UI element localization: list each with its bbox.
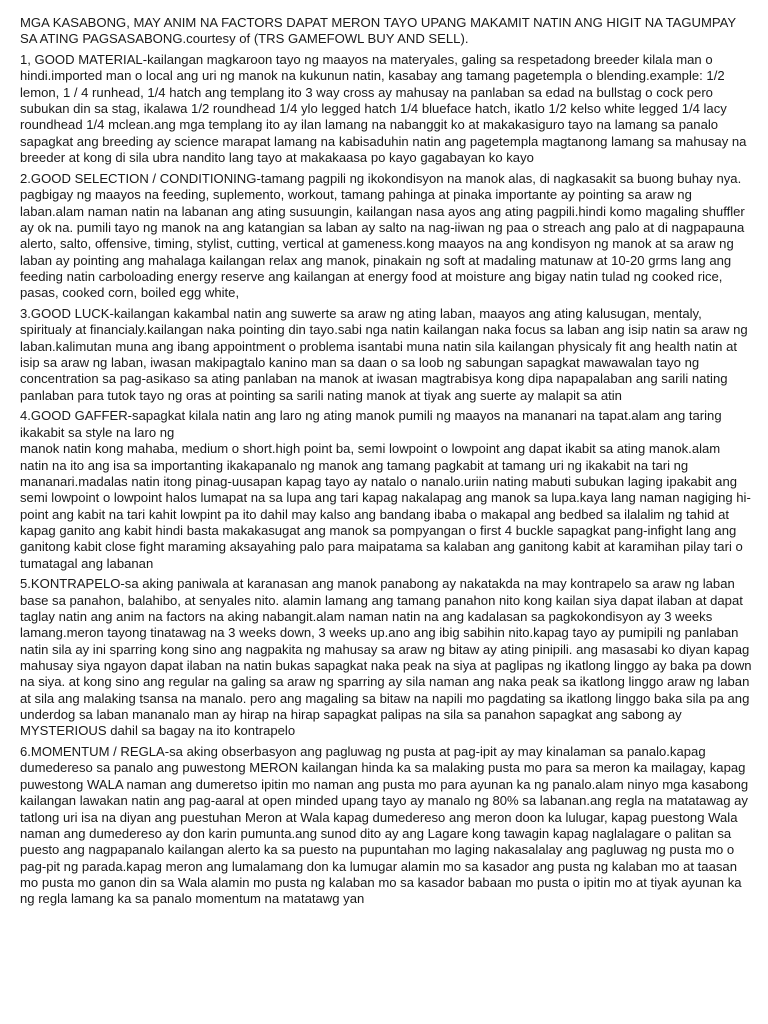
- paragraph-good-gaffer: 4.GOOD GAFFER-sapagkat kilala natin ang laro ng ating manok pumili ng maayos na mananari na tapat.alam ang taring ikakabit sa style na laro ng manok natin kong mahaba, medium o short.high point ba, semi lowpoint o lowpoint ang dapat ikabit sa ating manok.alam natin na ito ang isa sa importanting ikakapanalo ng manok ang tamang pagkabit at tamang uri ng ikakabit na tari ng mananari.madalas natin itong pinag-uusapan kapag tayo ay natalo o nanalo.uriin nating mabuti subukan laging ipakabit ang semi lowpoint o lowpoint halos lumapat na sa lupa ang tari kapag nakalapag ang manok sa lupa.kaya lang naman nagiging hi-point ang kabit na tari kahit lowpint pa ito dahil may kalso ang bandang ibaba o makapal ang bedbed sa ilalalim ng tahid at kapag ganito ang kabit hindi basta makakasugat ang manok sa pompyangan o first 4 buckle sapagkat pang-infight lang ang ganitong kabit close fight maraming aksayahing palo para maipatama sa kalaban ang ganitong kabit at karamihan pilay tari o tumatagal ang labanan: [20, 408, 751, 571]
- paragraph-good-material: 1, GOOD MATERIAL-kailangan magkaroon tayo ng maayos na materyales, galing sa respetadong breeder kilala man o hindi.imported man o local ang uri ng manok na kukunun natin, kasabay ang tamang pagetempla o blending.example: 1/2 lemon, 1 / 4 runhead, 1/4 hatch ang templang ito 3 way cross ay mahusay na panlaban sa edad na bullstag o cock pero subukan din sa stag, ikalawa 1/2 roundhead 1/4 ylo legged hatch 1/4 blueface hatch, ikatlo 1/2 kelso white legged 1/4 lacy roundhead 1/4 mclean.ang mga templang ito ay ilan lamang na nabanggit ko at makakasiguro tayo na lamang sa panalo sapagkat ang breeding ay science marapat lamang na kabisaduhin natin ang pagetempla magtanong lamang sa mahusay na breeder at kong di sila ubra nandito lang tayo at makakaasa po kayo gagabayan ko kayo: [20, 52, 747, 166]
- paragraph-momentum-regla: 6.MOMENTUM / REGLA-sa aking obserbasyon ang pagluwag ng pusta at pag-ipit ay may kinalaman sa panalo.kapag dumedereso sa panalo ang puwestong MERON kailangan hinda ka sa malaking pusta mo para sa meron ka mailagay, kapag puwestong WALA naman ang dumeretso ipitin mo naman ang pusta mo para ayunan ka ng panalo.alam ninyo mga kasabong kailangan lawakan natin ang pag-aaral at open minded upang tayo ay manalo ng 80% sa labanan.ang regla na matatawag ay tatlong uri isa na diyan ang puestuhan Meron at Wala kapag dumedereso ang meron doon ka lulugar, kapag puestong Wala naman ang dumedereso ay don karin pumunta.ang sunod dito ay ang Lagare kong tawagin kapag naglalagare o palitan sa puesto ang nagpapanalo kailangan alerto ka sa puesto na pupuntahan mo laging nakasalalay ang pagluwag ng pusta mo o pag-pit ng parada.kapag meron ang lumalamang don ka lumugar alamin mo sa kasador ang pusta ng kalaban mo at taasan mo pusta mo ganon din sa Wala alamin mo pusta ng kalaban mo sa kasador babaan mo pusta o ipitin mo at tiyak ayunan ka ng regla lamang ka sa panalo momentum na matatawg yan: [20, 744, 749, 907]
- paragraph-good-selection: 2.GOOD SELECTION / CONDITIONING-tamang pagpili ng ikokondisyon na manok alas, di nagkasakit sa buong buhay nya. pagbigay ng maayos na feeding, suplemento, workout, tamang pahinga at pinaka importante ay pointing sa araw ng laban.alam naman natin na labanan ang ating susuungin, kailangan nasa ayos ang ating pagpili.hindi komo magaling shuffler ay ok na. pumili tayo ng manok na ang katangian sa laban ay salto na nag-iiwan ng paa o streach ang palo at di nagpapauna alerto, salto, offensive, timing, stylist, cutting, vertical at gameness.kong maayos na ang kondisyon ng manok at sa araw ng laban ay pointing ang mahalaga kailangan relax ang manok, pinakain ng soft at madaling matunaw at 10-20 grms lang ang feeding natin carboloading energy reserve ang kailangan at energy food at moisture ang bigay natin tulad ng cooked rice, pasas, cooked corn, boiled egg white,: [20, 170, 745, 301]
- paragraph-kontrapelo: 5.KONTRAPELO-sa aking paniwala at karanasan ang manok panabong ay nakatakda na may kontrapelo sa araw ng laban base sa panahon, balahibo, at senyales nito. alamin lamang ang tamang panahon nito kong kailan siya dapat ilaban at dapat taglay natin ang anim na factors na aking nabangit.alam naman natin na ang kadalasan sa pagkokondisyon ay 3 weeks lamang.meron tayong tinatawag na 3 weeks down, 3 weeks up.ano ang ibig sabihin nito.kapag tayo ay pumipili ng panlaban natin sila ay ini sparring kong sino ang nagpakita ng mahusay sa araw ng bitaw ay ating pinipili. ang masasabi ko diyan kapag mahusay siya ngayon dapat ilaban na natin bukas sapagkat naka peak na siya at paglipas ng ikatlong linggo ay baka pa down na siya. at kong sino ang regular na galing sa araw ng sparring ay sila naman ang naka peak sa ikatlong linggo araw ng laban at sila ang malaking tsansa na manalo. pero ang magaling sa bitaw na napili mo pagdating sa ikatlong linggo baka sila pa ang underdog sa laban mananalo man ay hirap na hirap sapagkat palipas na sila sa panahon sapagkat ang sabong ay MYSTERIOUS dahil sa bagay na ito kontrapelo: [20, 576, 752, 739]
- article-body: [20, 15, 752, 912]
- document-title: MGA KASABONG, MAY ANIM NA FACTORS DAPAT MERON TAYO UPANG MAKAMIT NATIN ANG HIGIT NA TAGUMPAY SA ATING PAGSASABONG.courtesy of (TRS GAMEFOWL BUY AND SELL).: [20, 15, 736, 47]
- paragraph-good-luck: 3.GOOD LUCK-kailangan kakambal natin ang suwerte sa araw ng ating laban, maayos ang ating kalusugan, mentaly, spiritualy at financialy.kailangan naka pointing din tayo.sabi nga natin kailangan naka focus sa laban ang isip natin sa araw ng laban.kalimutan muna ang ibang appointment o problema isantabi muna natin sila kailangan physicaly fit ang health natin at isip sa araw ng laban, iwasan makipagtalo kanino man sa daan o sa loob ng sabungan sapagkat mawawalan tayo ng concentration sa pag-asikaso sa ating panlaban na manok at iwasan magtrabisya kong dipa napapalaban ang sarili nating panlaban para tutok tayo ng oras at pointing sa sarili nating manok at tiyak ang suerte ay malapit sa atin: [20, 306, 748, 403]
